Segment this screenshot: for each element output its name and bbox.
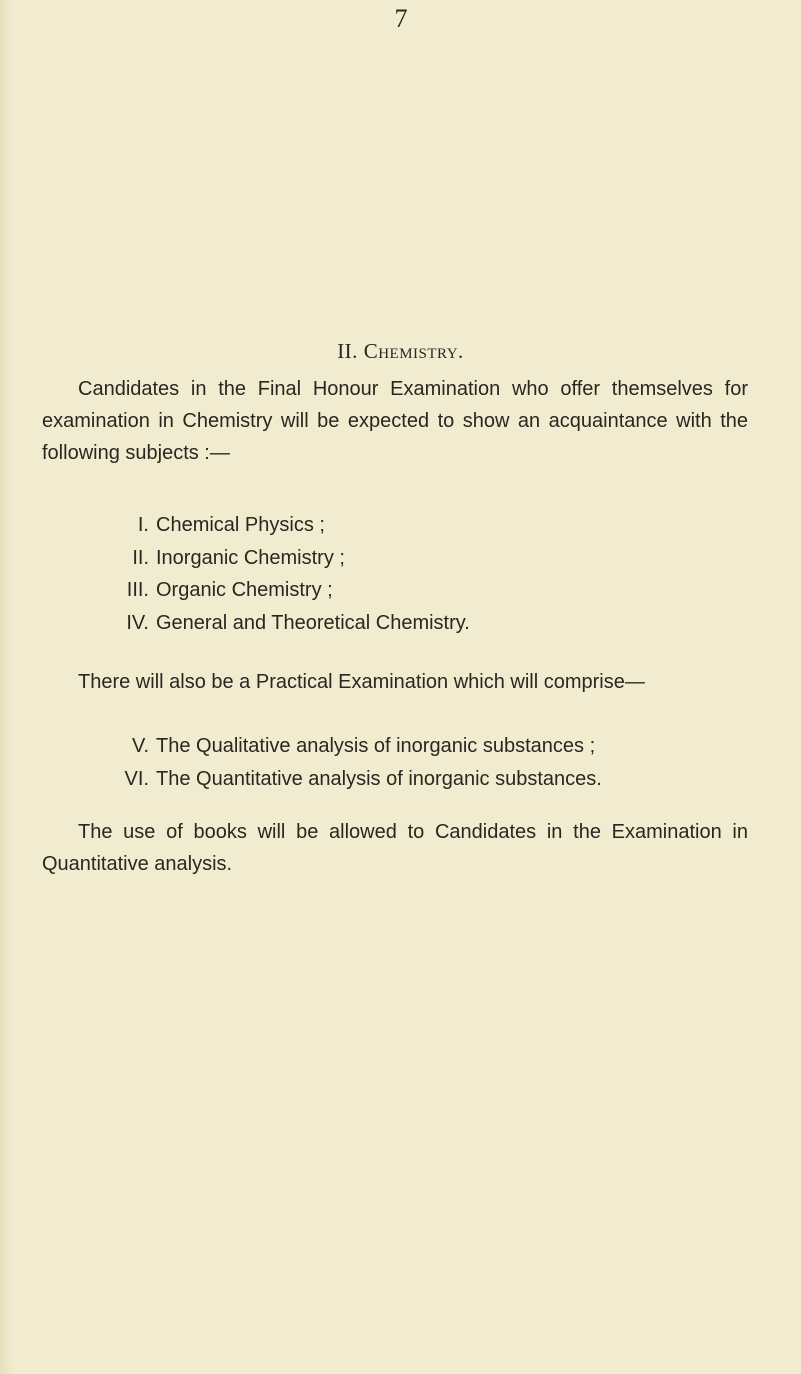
list-item-text: Inorganic Chemistry ; (156, 546, 345, 569)
list-item (0, 763, 801, 796)
practical-paragraph: There will also be a Practical Examination which will comprise— (78, 671, 645, 693)
subjects-list (0, 509, 801, 639)
list-item-numeral: VI. (124, 767, 149, 790)
section-numeral: II. (337, 339, 358, 363)
practical-list (0, 730, 801, 795)
list-item-numeral: III. (126, 579, 149, 601)
list-item-numeral: V. (131, 735, 149, 757)
list-item (0, 607, 801, 640)
list-item-text: General and Theoretical Chemistry. (156, 611, 470, 634)
list-item (0, 574, 801, 607)
list-item-text: Organic Chemistry ; (156, 579, 333, 601)
list-item-numeral: I. (137, 514, 149, 536)
list-item (0, 509, 801, 542)
list-item-numeral: II. (132, 546, 149, 569)
list-item-text: The Qualitative analysis of inorganic substances ; (156, 735, 596, 757)
list-item (0, 542, 801, 575)
list-item (0, 730, 801, 763)
page-number: 7 (394, 4, 408, 33)
page-edge-shadow (0, 0, 14, 1374)
section-title: Chemistry. (363, 339, 464, 363)
section-heading (0, 336, 801, 366)
list-item-numeral: IV. (126, 611, 149, 634)
intro-paragraph: Candidates in the Final Honour Examination who offer themselves for examination in Chemistry will be expected to show an acquaintance with the following subjects :— (42, 378, 748, 464)
list-item-text: Chemical Physics ; (156, 514, 325, 536)
books-paragraph: The use of books will be allowed to Candidates in the Examination in Quantitative analysis. (42, 821, 748, 875)
list-item-text: The Quantitative analysis of inorganic substances. (156, 767, 602, 790)
